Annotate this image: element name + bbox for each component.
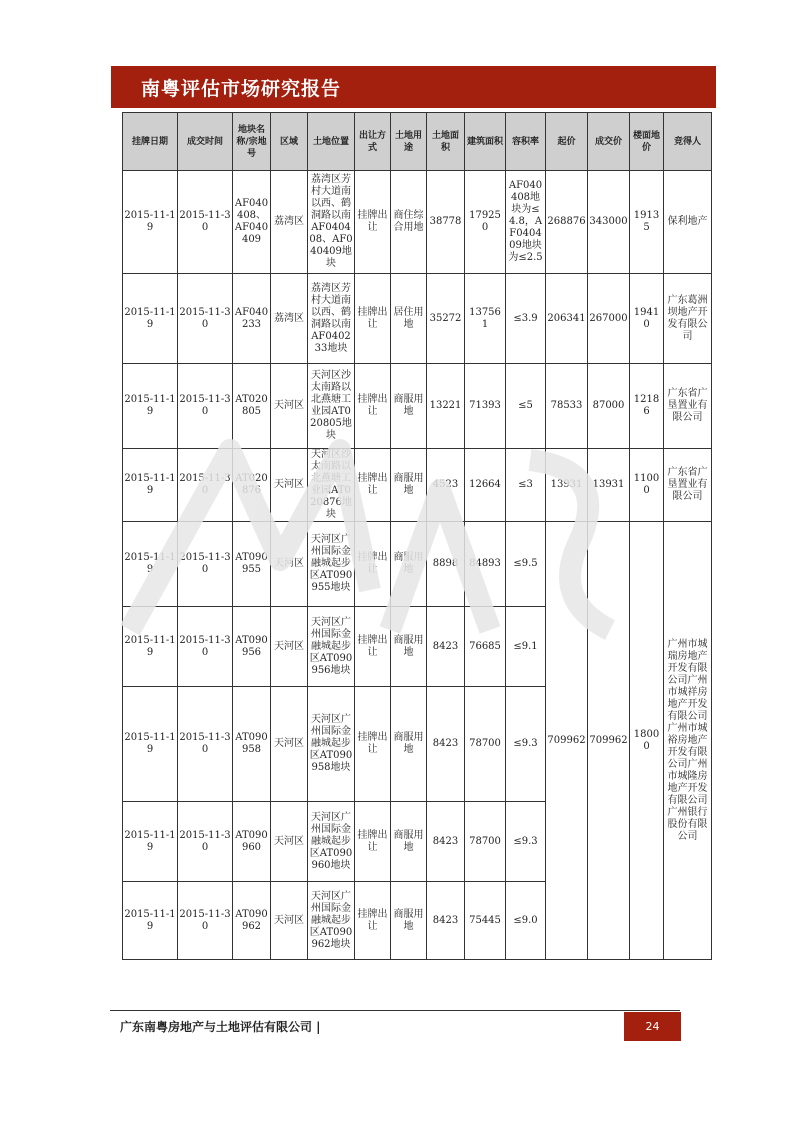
cell-winner: 广东葛洲坝地产开发有限公司 — [664, 274, 712, 364]
cell-floor-area: 71393 — [465, 364, 506, 449]
cell-far: ≤5 — [506, 364, 546, 449]
cell-deal-date: 2015-11-30 — [178, 274, 233, 364]
cell-floor-area: 75445 — [465, 882, 506, 960]
column-header: 土地面积 — [427, 113, 465, 171]
cell-location: 天河区广州国际金融城起步区AT090962地块 — [308, 882, 355, 960]
cell-deal-date: 2015-11-30 — [178, 449, 233, 522]
cell-parcel: AF040408、AF040409 — [233, 171, 271, 274]
cell-land-area: 13221 — [427, 364, 465, 449]
column-header: 起价 — [546, 113, 588, 171]
cell-district: 天河区 — [271, 364, 308, 449]
cell-method: 挂牌出让 — [355, 607, 391, 687]
cell-floor-area: 179250 — [465, 171, 506, 274]
cell-winner: 保利地产 — [664, 171, 712, 274]
cell-floor-area: 137561 — [465, 274, 506, 364]
cell-location: 天河区沙太南路以北燕塘工业园AT020805地块 — [308, 364, 355, 449]
cell-far: ≤3.9 — [506, 274, 546, 364]
cell-parcel: AT090956 — [233, 607, 271, 687]
cell-floor-area: 78700 — [465, 687, 506, 802]
land-deals-table — [122, 112, 712, 960]
footer-company: 广东南粤房地产与土地评估有限公司 | — [120, 1020, 321, 1034]
table-row — [123, 522, 712, 607]
cell-method: 挂牌出让 — [355, 274, 391, 364]
column-header: 成交价 — [588, 113, 630, 171]
cell-floor-area: 12664 — [465, 449, 506, 522]
cell-location: 天河区广州国际金融城起步区AT090958地块 — [308, 687, 355, 802]
cell-method: 挂牌出让 — [355, 449, 391, 522]
cell-far: ≤9.5 — [506, 522, 546, 607]
cell-listing-date: 2015-11-19 — [123, 607, 178, 687]
cell-unit-price: 19410 — [630, 274, 664, 364]
cell-district: 荔湾区 — [271, 274, 308, 364]
table-row — [123, 449, 712, 522]
cell-far: ≤9.3 — [506, 687, 546, 802]
cell-listing-date: 2015-11-19 — [123, 449, 178, 522]
cell-winner: 广东省广垦置业有限公司 — [664, 449, 712, 522]
cell-floor-area: 76685 — [465, 607, 506, 687]
cell-use: 居住用地 — [391, 274, 427, 364]
cell-land-area: 8423 — [427, 802, 465, 882]
cell-method: 挂牌出让 — [355, 171, 391, 274]
cell-location: 荔湾区芳村大道南以西、鹤洞路以南AF040408、AF040409地块 — [308, 171, 355, 274]
merged-deal-price: 709962 — [588, 522, 630, 960]
cell-start-price: 78533 — [546, 364, 588, 449]
cell-far: ≤9.1 — [506, 607, 546, 687]
cell-deal-price: 343000 — [588, 171, 630, 274]
cell-listing-date: 2015-11-19 — [123, 882, 178, 960]
table-row — [123, 364, 712, 449]
cell-far: ≤3 — [506, 449, 546, 522]
cell-deal-date: 2015-11-30 — [178, 171, 233, 274]
cell-use: 商住综合用地 — [391, 171, 427, 274]
cell-parcel: AT090962 — [233, 882, 271, 960]
cell-district: 天河区 — [271, 687, 308, 802]
cell-location: 天河区沙太南路以北燕塘工业园AT020876地块 — [308, 449, 355, 522]
cell-winner: 广东省广垦置业有限公司 — [664, 364, 712, 449]
cell-land-area: 35272 — [427, 274, 465, 364]
merged-winner: 广州市城瑞房地产开发有限公司广州市城祥房地产开发有限公司广州市城裕房地产开发有限公司广州市城隆房地产开发有限公司广州银行股份有限公司 — [664, 522, 712, 960]
land-deals-table-wrap — [122, 112, 711, 960]
cell-district: 天河区 — [271, 449, 308, 522]
cell-deal-date: 2015-11-30 — [178, 607, 233, 687]
cell-floor-area: 84893 — [465, 522, 506, 607]
cell-listing-date: 2015-11-19 — [123, 171, 178, 274]
cell-deal-date: 2015-11-30 — [178, 522, 233, 607]
cell-use: 商服用地 — [391, 364, 427, 449]
report-header-bar — [111, 66, 716, 108]
column-header: 土地用途 — [391, 113, 427, 171]
cell-district: 天河区 — [271, 522, 308, 607]
cell-use: 商服用地 — [391, 882, 427, 960]
cell-unit-price: 19135 — [630, 171, 664, 274]
cell-use: 商服用地 — [391, 802, 427, 882]
cell-floor-area: 78700 — [465, 802, 506, 882]
report-title: 南粤评估市场研究报告 — [141, 78, 342, 100]
cell-use: 商服用地 — [391, 687, 427, 802]
cell-start-price: 268876 — [546, 171, 588, 274]
cell-far: ≤9.3 — [506, 802, 546, 882]
cell-land-area: 4523 — [427, 449, 465, 522]
cell-deal-price: 13931 — [588, 449, 630, 522]
column-header: 土地位置 — [308, 113, 355, 171]
cell-location: 荔湾区芳村大道南以西、鹤洞路以南AF040233地块 — [308, 274, 355, 364]
cell-land-area: 8898 — [427, 522, 465, 607]
cell-land-area: 8423 — [427, 882, 465, 960]
cell-method: 挂牌出让 — [355, 522, 391, 607]
cell-location: 天河区广州国际金融城起步区AT090956地块 — [308, 607, 355, 687]
column-header: 成交时间 — [178, 113, 233, 171]
cell-parcel: AT090960 — [233, 802, 271, 882]
cell-location: 天河区广州国际金融城起步区AT090955地块 — [308, 522, 355, 607]
cell-method: 挂牌出让 — [355, 882, 391, 960]
column-header: 出让方式 — [355, 113, 391, 171]
cell-listing-date: 2015-11-19 — [123, 364, 178, 449]
cell-use: 商服用地 — [391, 522, 427, 607]
column-header: 楼面地价 — [630, 113, 664, 171]
cell-deal-price: 267000 — [588, 274, 630, 364]
cell-use: 商服用地 — [391, 449, 427, 522]
column-header: 容积率 — [506, 113, 546, 171]
merged-unit-price: 18000 — [630, 522, 664, 960]
cell-district: 荔湾区 — [271, 171, 308, 274]
column-header: 区域 — [271, 113, 308, 171]
cell-unit-price: 12186 — [630, 364, 664, 449]
cell-district: 天河区 — [271, 802, 308, 882]
table-row — [123, 274, 712, 364]
merged-start-price: 709962 — [546, 522, 588, 960]
footer-divider — [110, 1010, 680, 1011]
cell-method: 挂牌出让 — [355, 364, 391, 449]
cell-deal-date: 2015-11-30 — [178, 687, 233, 802]
cell-start-price: 13931 — [546, 449, 588, 522]
cell-far: ≤9.0 — [506, 882, 546, 960]
cell-method: 挂牌出让 — [355, 687, 391, 802]
cell-listing-date: 2015-11-19 — [123, 274, 178, 364]
table-row — [123, 171, 712, 274]
cell-land-area: 8423 — [427, 607, 465, 687]
cell-parcel: AT090958 — [233, 687, 271, 802]
cell-start-price: 206341 — [546, 274, 588, 364]
cell-deal-date: 2015-11-30 — [178, 882, 233, 960]
cell-land-area: 38778 — [427, 171, 465, 274]
cell-listing-date: 2015-11-19 — [123, 802, 178, 882]
column-header: 建筑面积 — [465, 113, 506, 171]
cell-parcel: AF040233 — [233, 274, 271, 364]
cell-deal-price: 87000 — [588, 364, 630, 449]
cell-location: 天河区广州国际金融城起步区AT090960地块 — [308, 802, 355, 882]
cell-parcel: AT090955 — [233, 522, 271, 607]
cell-listing-date: 2015-11-19 — [123, 522, 178, 607]
column-header: 地块名称/宗地号 — [233, 113, 271, 171]
cell-district: 天河区 — [271, 882, 308, 960]
cell-listing-date: 2015-11-19 — [123, 687, 178, 802]
cell-land-area: 8423 — [427, 687, 465, 802]
cell-parcel: AT020805 — [233, 364, 271, 449]
cell-deal-date: 2015-11-30 — [178, 802, 233, 882]
cell-unit-price: 11000 — [630, 449, 664, 522]
cell-district: 天河区 — [271, 607, 308, 687]
cell-deal-date: 2015-11-30 — [178, 364, 233, 449]
cell-far: AF040408地块为≤4.8，AF040409地块为≤2.5 — [506, 171, 546, 274]
cell-use: 商服用地 — [391, 607, 427, 687]
column-header: 竞得人 — [664, 113, 712, 171]
column-header: 挂牌日期 — [123, 113, 178, 171]
table-header-row — [123, 113, 712, 171]
page-number: 24 — [624, 1012, 681, 1041]
cell-method: 挂牌出让 — [355, 802, 391, 882]
cell-parcel: AT020876 — [233, 449, 271, 522]
